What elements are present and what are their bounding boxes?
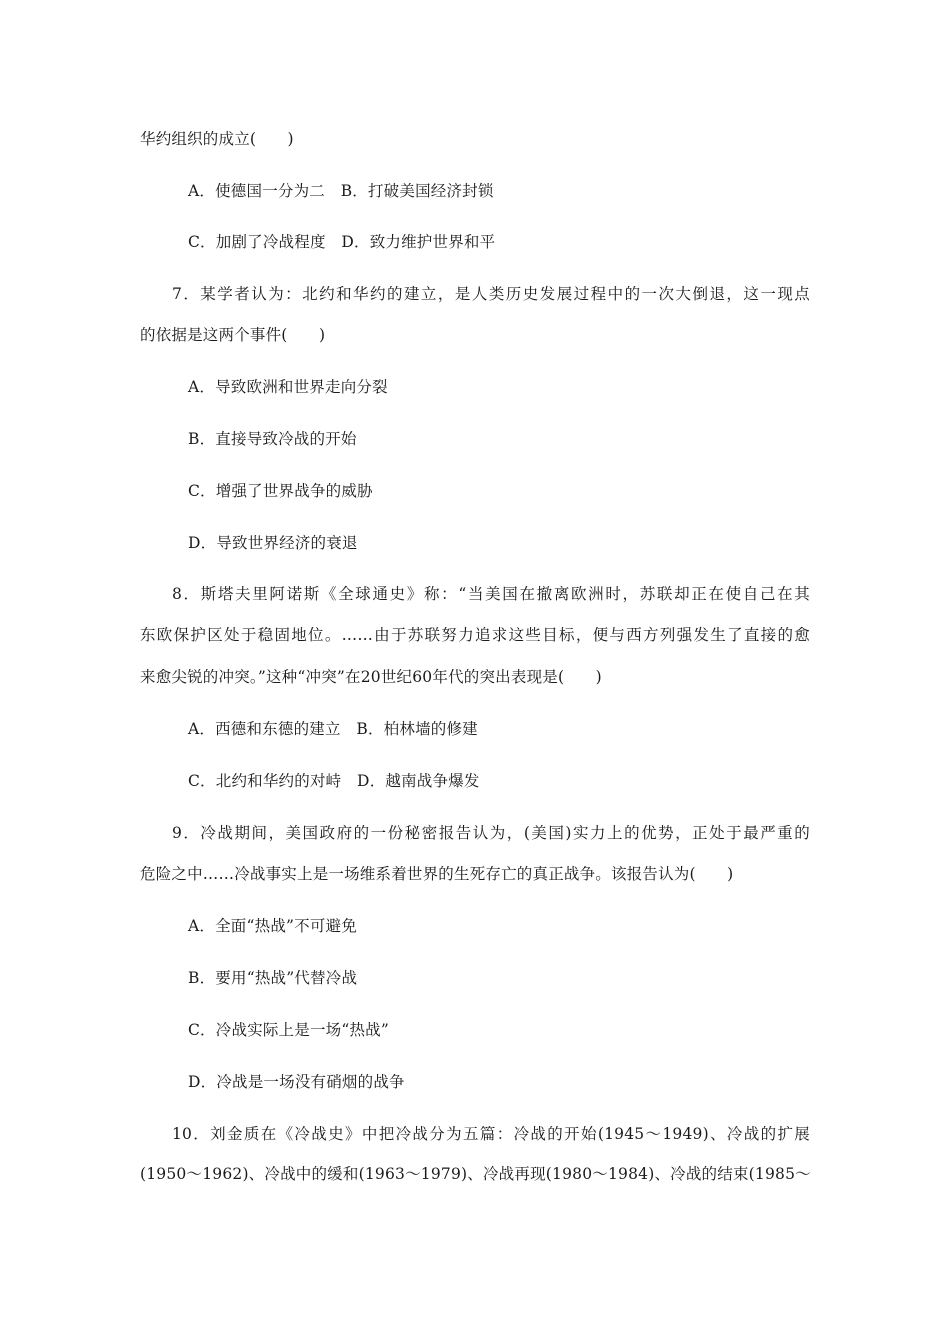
- q6-options-ab: A．使德国一分为二 B．打破美国经济封锁: [188, 182, 494, 200]
- q6-stem-continuation: 华约组织的成立( ): [140, 130, 294, 148]
- q10-stem-line-1: 10．刘金质在《冷战史》中把冷战分为五篇：冷战的开始(1945～1949)、冷战的扩展: [172, 1125, 810, 1143]
- q7-option-d: D．导致世界经济的衰退: [188, 534, 358, 552]
- q8-stem-line-2: 东欧保护区处于稳固地位。……由于苏联努力追求这些目标，便与西方列强发生了直接的愈: [140, 626, 810, 644]
- q6-options-cd: C．加剧了冷战程度 D．致力维护世界和平: [188, 233, 496, 251]
- q7-option-a: A．导致欧洲和世界走向分裂: [188, 378, 388, 396]
- q8-options-cd: C．北约和华约的对峙 D．越南战争爆发: [188, 772, 480, 790]
- q7-stem-line-1: 7．某学者认为：北约和华约的建立，是人类历史发展过程中的一次大倒退，这一现点: [172, 285, 810, 303]
- q9-stem-line-1: 9．冷战期间，美国政府的一份秘密报告认为，(美国)实力上的优势，正处于最严重的: [172, 824, 810, 842]
- q7-option-c: C．增强了世界战争的威胁: [188, 482, 373, 500]
- q9-option-b: B．要用“热战”代替冷战: [188, 969, 358, 987]
- q8-options-ab: A．西德和东德的建立 B．柏林墙的修建: [188, 720, 478, 738]
- q7-option-b: B．直接导致冷战的开始: [188, 430, 357, 448]
- q8-stem-line-3: 来愈尖锐的冲突。”这种“冲突”在20世纪60年代的突出表现是( ): [140, 668, 602, 686]
- q10-stem-line-2: (1950～1962)、冷战中的缓和(1963～1979)、冷战再现(1980～1984)、冷战的结束(1985～: [140, 1165, 811, 1183]
- q9-stem-line-2: 危险之中……冷战事实上是一场维系着世界的生死存亡的真正战争。该报告认为( ): [140, 865, 734, 883]
- q9-option-a: A．全面“热战”不可避免: [188, 917, 357, 935]
- q7-stem-line-2: 的依据是这两个事件( ): [140, 326, 326, 344]
- q9-option-d: D．冷战是一场没有硝烟的战争: [188, 1073, 405, 1091]
- q9-option-c: C．冷战实际上是一场“热战”: [188, 1021, 390, 1039]
- q8-stem-line-1: 8．斯塔夫里阿诺斯《全球通史》称：“当美国在撤离欧洲时，苏联却正在使自己在其: [172, 585, 810, 603]
